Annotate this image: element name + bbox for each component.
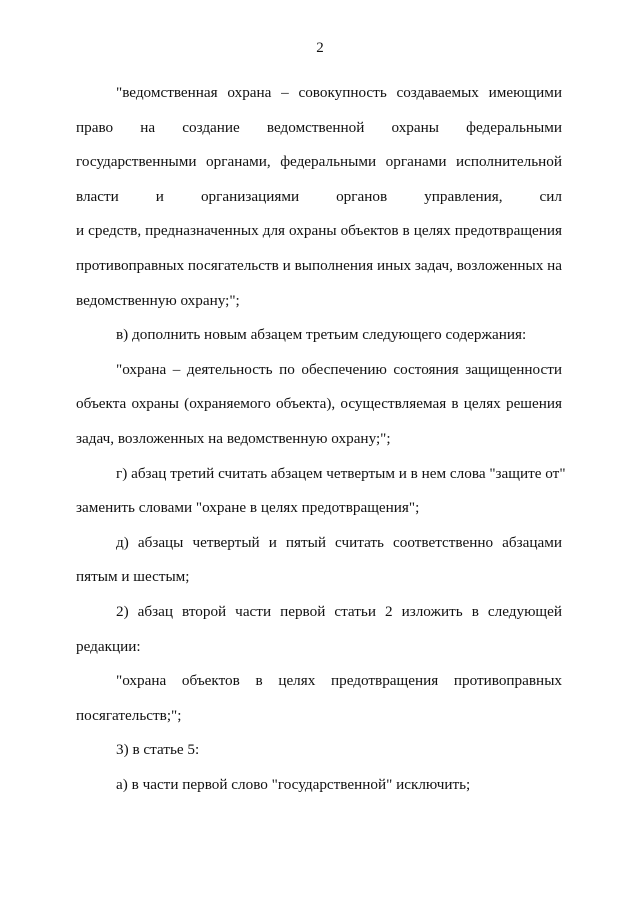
text-line: "охрана объектов в целях предотвращения противоправных [116,672,562,690]
text-line: заменить словами "охране в целях предотвращения"; [76,499,420,517]
text-line: д) абзацы четвертый и пятый считать соответственно абзацами [116,533,562,551]
text-line: пятым и шестым; [76,568,190,586]
text-line: "ведомственная охрана – совокупность создаваемых имеющими [116,84,562,101]
page-number: 2 [316,40,324,56]
text-line: редакции: [76,637,141,655]
text-line: задач, возложенных на ведомственную охрану;"; [76,429,391,447]
text-line: 2) абзац второй части первой статьи 2 изложить в следующей [116,602,562,620]
text-line: право на создание ведомственной охраны федеральными [76,118,562,136]
text-line: а) в части первой слово "государственной" исключить; [116,775,471,793]
text-line: 3) в статье 5: [116,741,200,759]
text-line: противоправных посягательств и выполнения иных задач, возложенных на [76,256,562,274]
text-line: "охрана – деятельность по обеспечению состояния защищенности [116,360,562,378]
document-body [76,76,566,802]
text-line: и средств, предназначенных для охраны объектов в целях предотвращения [76,222,562,240]
text-line: ведомственную охрану;"; [76,291,240,309]
text-line: власти и организациями органов управления, сил [76,187,562,205]
text-line: государственными органами, федеральными органами исполнительной [76,153,562,171]
text-line: в) дополнить новым абзацем третьим следующего содержания: [116,326,527,344]
text-line: объекта охраны (охраняемого объекта), осуществляемая в целях решения [76,395,562,413]
text-line: г) абзац третий считать абзацем четвертым и в нем слова "защите от" [116,464,566,482]
text-line: посягательств;"; [76,706,182,724]
